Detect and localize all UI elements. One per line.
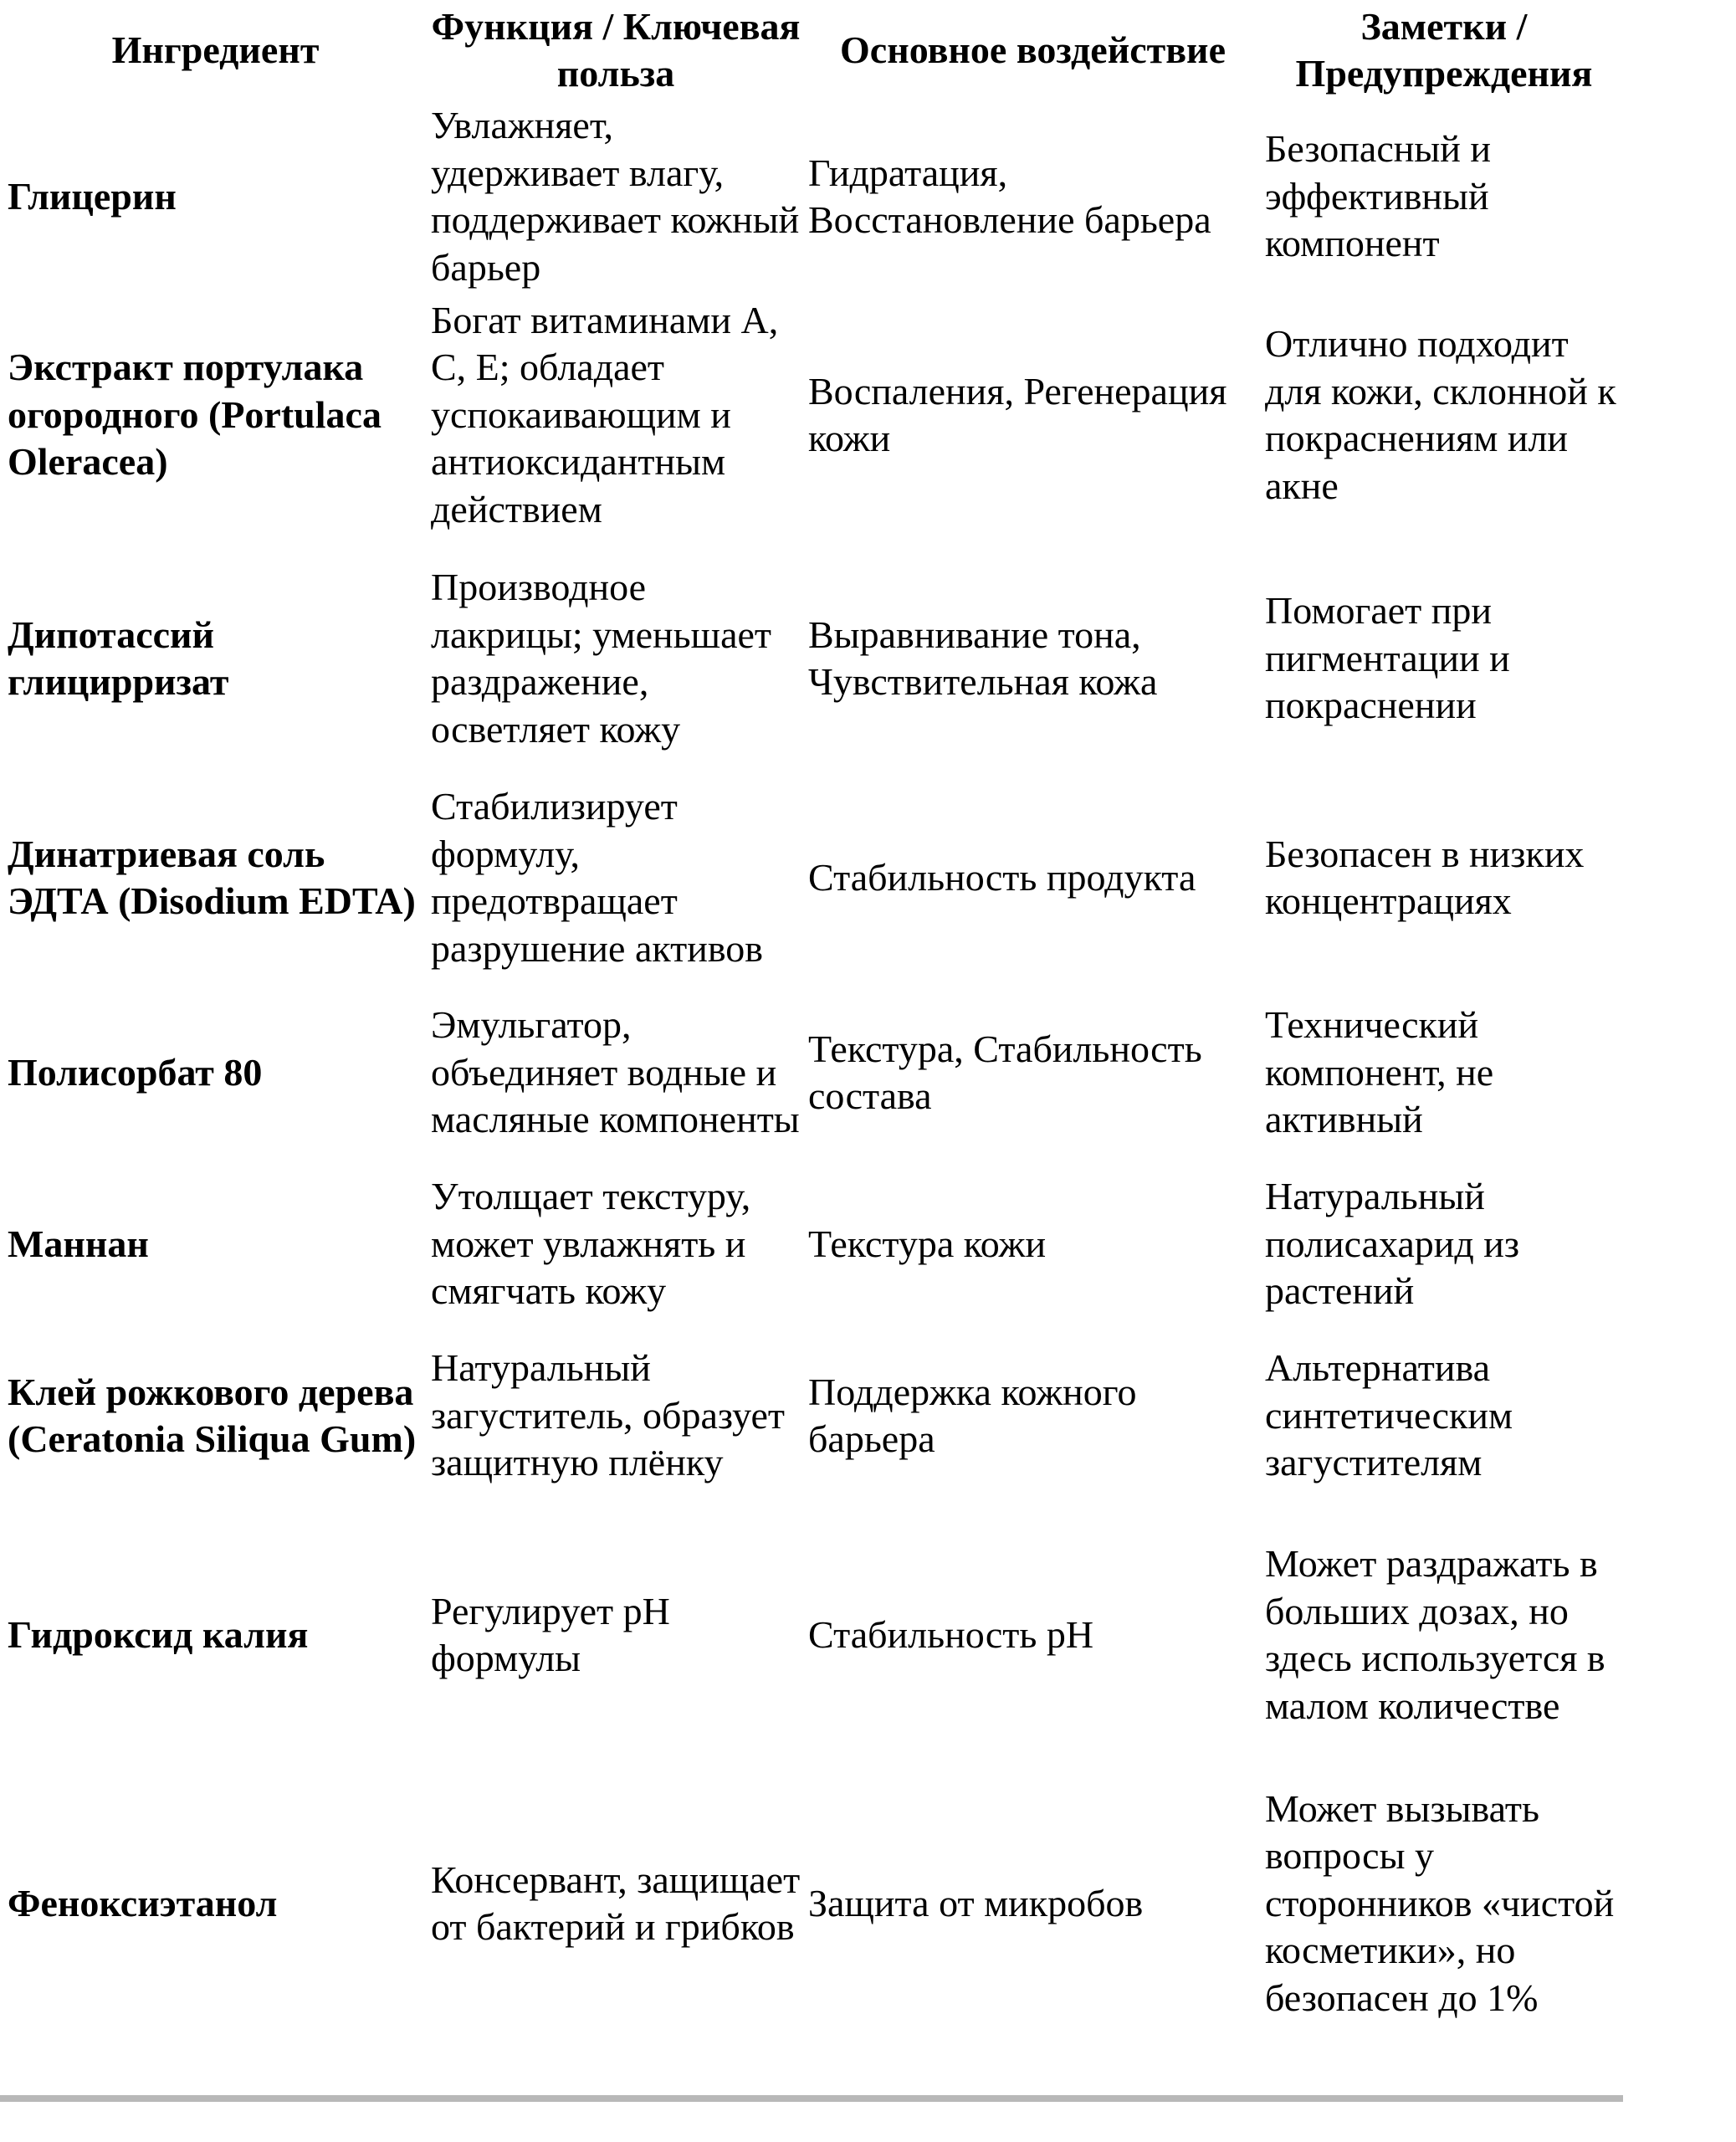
cell-ingredient: Полисорбат 80 xyxy=(8,1050,263,1094)
cell-ingredient: Гидроксид калия xyxy=(8,1612,309,1656)
cell-function: Регулирует pH формулы xyxy=(431,1589,670,1679)
cell-ingredient: Клей рожкового дерева (Ceratonia Siliqua Gum) xyxy=(8,1370,417,1460)
cell-effect: Поддержка кожного барьера xyxy=(808,1370,1137,1460)
cell-notes: Технический компонент, не активный xyxy=(1265,1003,1494,1141)
cell-function: Увлажняет, удерживает влагу, поддерживает кожный барьер xyxy=(431,104,800,289)
cell-effect: Выравнивание тона, Чувствительная кожа xyxy=(808,612,1158,703)
table-row xyxy=(3,100,1626,293)
cell-function: Эмульгатор, объединяет водные и масляные компоненты xyxy=(431,1003,800,1141)
cell-notes: Помогает при пигментации и покраснении xyxy=(1265,589,1510,727)
cell-notes: Альтернатива синтетическим загустителям xyxy=(1265,1346,1513,1484)
ingredients-table xyxy=(3,0,1626,2050)
cell-effect: Стабильность продукта xyxy=(808,855,1196,899)
header-function: Функция / Ключевая польза xyxy=(431,5,801,95)
cell-function: Богат витаминами A, C, E; обладает успокаивающим и антиоксидантным действием xyxy=(431,298,779,530)
cell-effect: Текстура, Стабильность состава xyxy=(808,1027,1202,1117)
cell-ingredient: Динатриевая соль ЭДТА (Disodium EDTA) xyxy=(8,832,416,922)
cell-ingredient: Дипотассий глицирризат xyxy=(8,612,229,703)
header-row xyxy=(3,0,1626,100)
table-row xyxy=(3,1757,1626,2050)
cell-ingredient: Феноксиэтанол xyxy=(8,1881,278,1924)
header-effect: Основное воздействие xyxy=(840,28,1226,71)
bottom-divider xyxy=(0,2095,1623,2102)
cell-function: Стабилизирует формулу, предотвращает разрушение активов xyxy=(431,785,763,970)
cell-function: Консервант, защищает от бактерий и грибков xyxy=(431,1858,801,1948)
table-row xyxy=(3,537,1626,780)
cell-effect: Защита от микробов xyxy=(808,1881,1144,1924)
header-notes: Заметки / Предупреждения xyxy=(1295,5,1593,95)
cell-notes: Может вызывать вопросы у сторонников «чистой косметики», но безопасен до 1% xyxy=(1265,1786,1615,2019)
cell-effect: Воспаления, Регенерация кожи xyxy=(808,369,1227,459)
table-row xyxy=(3,1170,1626,1319)
table-row xyxy=(3,780,1626,976)
table-row xyxy=(3,293,1626,537)
cell-function: Натуральный загуститель, образует защитную плёнку xyxy=(431,1346,785,1484)
cell-effect: Текстура кожи xyxy=(808,1222,1047,1265)
cell-ingredient: Экстракт портулака огородного (Portulaca Oleracea) xyxy=(8,346,382,484)
header-ingredient: Ингредиент xyxy=(111,28,320,71)
cell-notes: Отлично подходит для кожи, склонной к покраснениям или акне xyxy=(1265,322,1616,507)
cell-notes: Безопасный и эффективный компонент xyxy=(1265,127,1492,265)
cell-effect: Гидратация, Восстановление барьера xyxy=(808,151,1211,241)
cell-function: Утолщает текстуру, может увлажнять и смягчать кожу xyxy=(431,1175,751,1313)
table-body xyxy=(3,100,1626,2050)
cell-function: Производное лакрицы; уменьшает раздражение, осветляет кожу xyxy=(431,566,772,751)
cell-ingredient: Маннан xyxy=(8,1222,149,1265)
table-header xyxy=(3,0,1626,100)
table-row xyxy=(3,1319,1626,1513)
cell-effect: Стабильность pH xyxy=(808,1612,1094,1656)
cell-notes: Безопасен в низких концентрациях xyxy=(1265,832,1585,922)
cell-ingredient: Глицерин xyxy=(8,174,177,218)
cell-notes: Натуральный полисахарид из растений xyxy=(1265,1175,1520,1313)
table-row xyxy=(3,1513,1626,1757)
table-row xyxy=(3,976,1626,1170)
cell-notes: Может раздражать в больших дозах, но здесь используется в малом количестве xyxy=(1265,1542,1605,1727)
